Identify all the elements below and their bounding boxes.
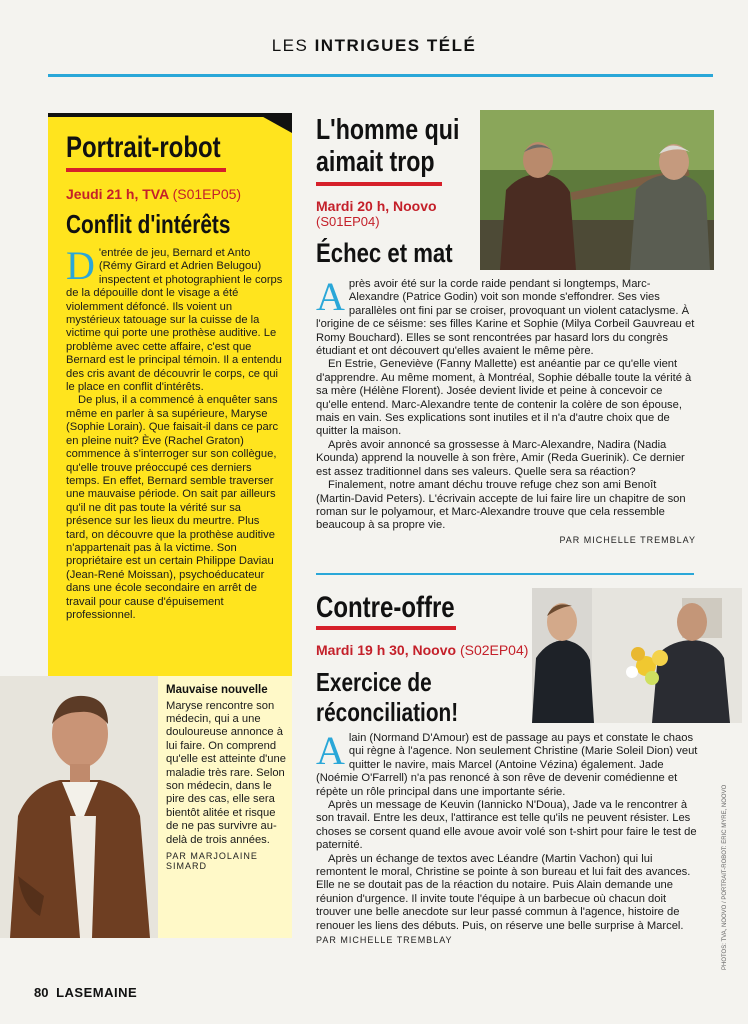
article2-paragraph: près avoir été sur la corde raide pendant si longtemps, Marc-Alexandre (Patrice Godin) voit son monde s'effondrer. Ses vies parallèles ont fini par se croiser, provoquant un violent cataclysme. À l'origine de ce séisme: ses filles Karine et Sophie (Milya Corbeil Gauvreau et Romy Bouchard). Elles se sont rencontrées par hasard lors du congrès étudiant et ont découvert qu'elles avaient le même père.: [316, 278, 695, 358]
article1-sidebar-text: Maryse rencontre son médecin, qui a une douloureuse annonce à lui faire. On comprend qu'elle est atteinte d'une maladie très rare. Selon son médecin, dans le pire des cas, elle sera bientôt alitée et risque de ne pas survivre au-delà de trois années.: [166, 699, 286, 846]
article3-paragraph: lain (Normand D'Amour) est de passage au pays et constate le chaos qui règne à l'agence. Non seulement Christine (Marie Soleil Dion) veut quitter le navire, mais Marcel (Antoine Vézina) également. Jade (Noémie O'Farrell) n'a pas renoncé à son rêve de devenir comédienne et répète un rôle principal dans une importante série.: [316, 732, 698, 798]
page-footer: [34, 985, 137, 1000]
article1-body: [66, 243, 284, 622]
article2-dropcap: A: [316, 274, 345, 319]
article3-headline-line2: réconciliation!: [316, 697, 459, 727]
article2-paragraph: En Estrie, Geneviève (Fanny Mallette) est anéantie par ce qu'elle vient d'apprendre. Au même moment, à Montréal, Sophie déballe toute la vérité à sa mère (Hélène Florent). Josée devient livide et peine à concevoir ce qu'elle entend. Marc-Alexandre tente de contenir la colère de son épouse, mais en vain. Ses explications sont inutiles et il n'a d'autre choix que de quitter la maison.: [316, 358, 692, 438]
article2-byline: PAR MICHELLE TREMBLAY: [559, 534, 696, 545]
photo-credit: PHOTOS: TVA, NOOVO / PORTRAIT-ROBOT: ÉRIC MYRE, NOOVO: [722, 784, 728, 970]
article2-headline: Échec et mat: [316, 238, 453, 268]
article2-show-title-line2: aimait trop: [316, 146, 435, 178]
article1-show-title: Portrait-robot: [66, 131, 221, 164]
article1-actor-photo: [0, 676, 158, 938]
section-header-bold: INTRIGUES TÉLÉ: [314, 36, 477, 55]
article2-schedule: Mardi 20 h, Noovo: [316, 198, 437, 214]
article2-paragraph: Finalement, notre amant déchu trouve refuge chez son ami Benoît (Martin-David Peters). L'écrivain accepte de lui faire lire un chapitre de son roman sur le polyamour, et Marc-Alexandre trouve que cela ressemble beaucoup à sa propre vie.: [316, 479, 686, 532]
article2-episode: (S01EP04): [316, 214, 380, 229]
article-divider: [316, 573, 694, 575]
article3-schedule: Mardi 19 h 30, Noovo: [316, 642, 457, 658]
article1-sidebar-title: Mauvaise nouvelle: [166, 684, 268, 696]
article1-schedule: Jeudi 21 h, TVA: [66, 186, 169, 202]
article3-title-underline: [316, 626, 456, 630]
article1-headline: Conflit d'intérêts: [66, 209, 231, 239]
magazine-name: LASEMAINE: [56, 985, 138, 1000]
article1-byline: PAR MARJOLAINE SIMARD: [166, 850, 258, 871]
article1-schedule-line: [66, 186, 241, 202]
article1-sidebar: [166, 684, 288, 871]
article3-paragraph: Après un échange de textos avec Léandre (Martin Vachon) qui lui remontent le moral, Christine se pointe à son bureau et lui fait des avances. Elle ne se doutait pas de la réaction du notaire. Puis Alain demande une réunion d'urgence. Il invite toute l'équipe à un barbecue où chacun doit trouver une belle anecdote sur leur passé commun à l'agence, histoire de renouer les liens des débuts. Puis, on réserve une belle surprise à Marcel.: [316, 852, 691, 932]
article2-paragraph: Après avoir annoncé sa grossesse à Marc-Alexandre, Nadira (Nadia Kounda) apprend la nouvelle à son frère, Amir (Reda Guerinik). Ce dernier est assez traditionnel dans ses valeurs. Quelle sera sa réaction?: [316, 438, 685, 478]
actor-photo-illustration: [0, 676, 158, 938]
article2-schedule-line: [316, 198, 476, 230]
article3-episode: (S02EP04): [459, 642, 529, 658]
article3-body: [316, 728, 698, 948]
section-header: [0, 36, 748, 56]
article1-dropcap: D: [66, 243, 95, 288]
article3-byline: PAR MICHELLE TREMBLAY: [316, 935, 453, 946]
article3-headline: [316, 667, 458, 727]
article3-headline-line1: Exercice de: [316, 667, 432, 697]
page-number: 80: [34, 985, 49, 1000]
article1-title-underline: [66, 168, 226, 172]
article2-show-title: [316, 114, 459, 178]
article1-paragraph: De plus, il a commencé à enquêter sans même en parler à sa supérieure, Maryse (Sophie Lorain). Que faisait-il dans ce parc en pleine nuit? Ève (Rachel Graton) commence à s'interroger sur son collègue, qu'elle trouve préoccupé ces derniers temps. En effet, Bernard semble traverser une mauvaise période. On sait par ailleurs qu'il ne dit pas toute la vérité sur sa présence sur les lieux du meurtre. Plus tard, on découvre que la prothèse auditive n'appartenait pas à la victime. Son propriétaire est un certain Philippe Daviau (Jean-René Moissan), psychoéducateur dans une école secondaire en arrêt de travail pour cause d'épuisement professionnel.: [66, 394, 279, 621]
forest-photo-illustration: [480, 110, 714, 270]
article2-photo: [480, 110, 714, 270]
article2-title-underline: [316, 182, 442, 186]
article3-schedule-line: [316, 642, 528, 658]
section-header-prefix: LES: [271, 36, 315, 55]
article2-body: [316, 274, 696, 547]
article3-paragraph: Après un message de Keuvin (Iannicko N'Doua), Jade va le rencontrer à son travail. Entre les deux, l'attirance est telle qu'ils ne peuvent résister. Les choses se corsent quand elle avoue avoir volé son t-shirt pour faire le test de paternité.: [316, 799, 697, 852]
article3-show-title: Contre-offre: [316, 591, 455, 624]
article1-top-bar: [48, 113, 292, 117]
article1-paragraph: 'entrée de jeu, Bernard et Anto (Rémy Girard et Adrien Belugou) inspectent et photographient le corps de la dépouille dont le visage a été violemment défoncé. Ils voient un mystérieux tatouage sur la cuisse de la victime qui porte une prothèse auditive. Le problème avec cette affaire, c'est que Bernard est le principal témoin. Il a entendu des cris avant de découvrir le corps, ce qui le place en conflit d'intérêts.: [66, 247, 283, 394]
article2-show-title-line1: L'homme qui: [316, 114, 460, 146]
article3-photo: [532, 588, 742, 723]
header-rule: [48, 74, 713, 77]
article3-dropcap: A: [316, 728, 345, 773]
article1-episode: (S01EP05): [172, 186, 242, 202]
office-photo-illustration: [532, 588, 742, 723]
